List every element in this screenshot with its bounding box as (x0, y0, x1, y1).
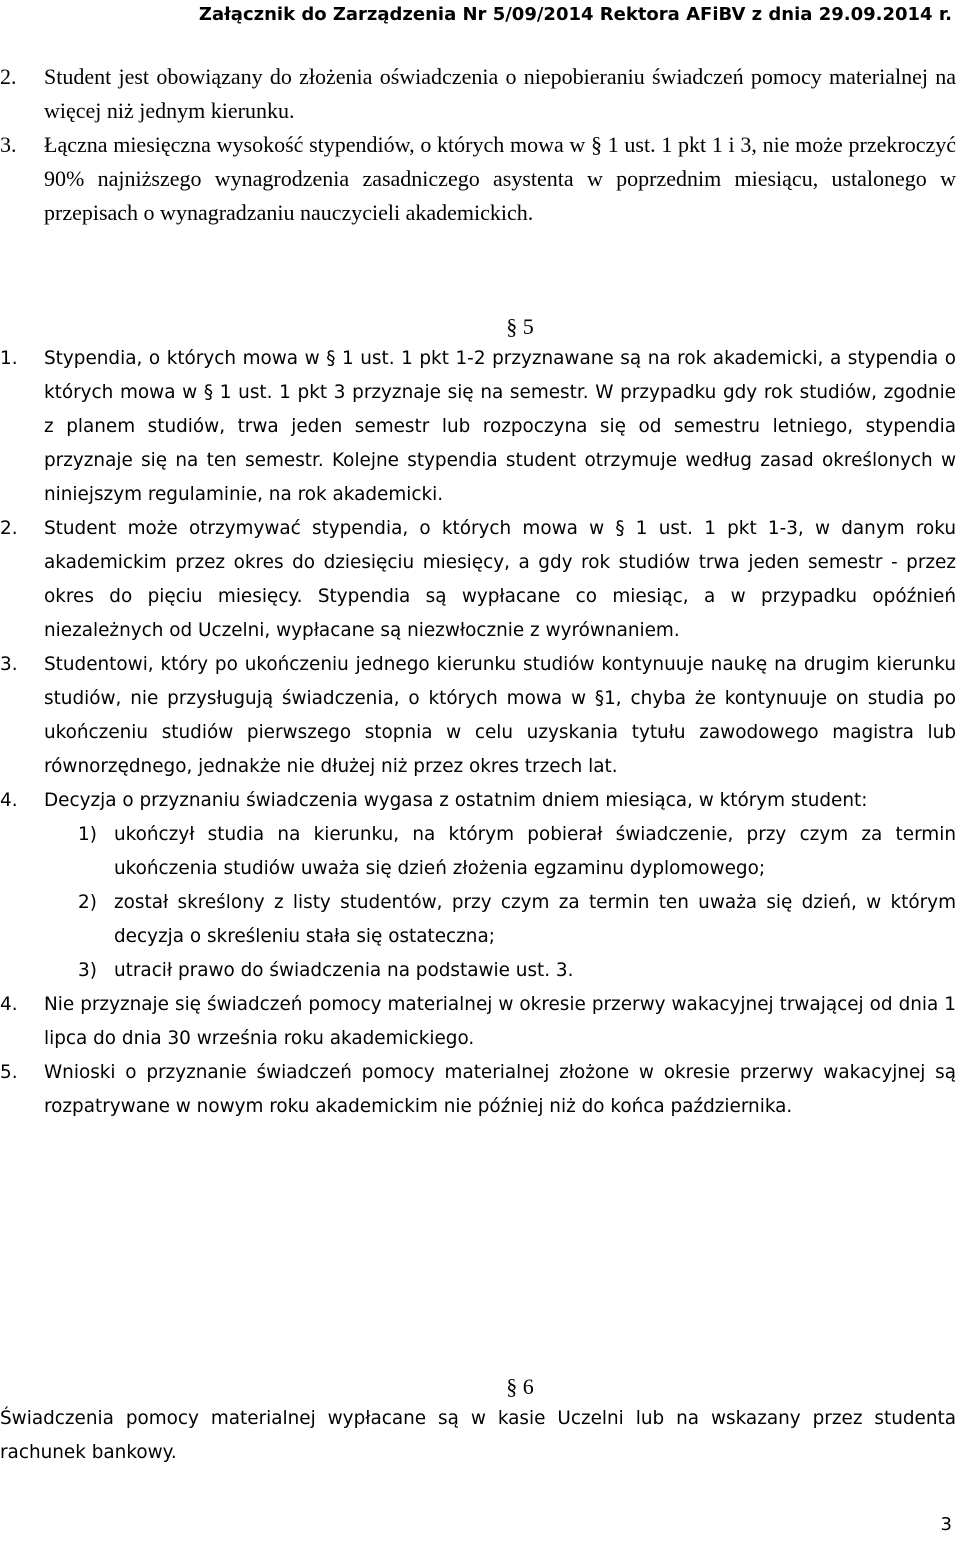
item-number: 2. (0, 518, 18, 539)
item-text: Nie przyznaje się świadczeń pomocy materialnej w okresie przerwy wakacyjnej trwającej od dnia 1 lipca do dnia 30 września roku akademickiego. (44, 994, 956, 1049)
item-number: 3. (0, 132, 17, 157)
list-item (0, 648, 956, 784)
section-6-heading: § 6 (506, 1374, 534, 1399)
list-item (0, 784, 956, 818)
sub-list-item (0, 818, 956, 886)
sub-item-text: został skreślony z listy studentów, przy czym za termin ten uważa się dzień, w którym decyzja o skreśleniu stała się ostateczna; (114, 892, 956, 947)
item-number: 2. (0, 64, 17, 89)
sub-item-number: 1) (78, 824, 97, 845)
item-number: 4. (0, 790, 18, 811)
item-text: Wnioski o przyznanie świadczeń pomocy materialnej złożone w okresie przerwy wakacyjnej są rozpatrywane w nowym roku akademickim nie później niż do końca października. (44, 1062, 956, 1117)
top-paragraphs (0, 60, 956, 230)
section-6-paragraph: Świadczenia pomocy materialnej wypłacane są w kasie Uczelni lub na wskazany przez studenta rachunek bankowy. (0, 1408, 956, 1463)
sub-item-text: utracił prawo do świadczenia na podstawie ust. 3. (114, 960, 574, 981)
page-number: 3 (940, 1514, 952, 1535)
section-5-body (0, 342, 956, 1124)
sub-item-text: ukończył studia na kierunku, na którym pobierał świadczenie, przy czym za termin ukończenia studiów uważa się dzień złożenia egzaminu dyplomowego; (114, 824, 956, 879)
list-item (0, 1056, 956, 1124)
item-number: 3. (0, 654, 18, 675)
list-item (0, 60, 956, 128)
sub-list-item (0, 954, 956, 988)
item-number: 5. (0, 1062, 18, 1083)
item-text: Student może otrzymywać stypendia, o których mowa w § 1 ust. 1 pkt 1-3, w danym roku akademickim przez okres do dziesięciu miesięcy, a gdy rok studiów trwa jeden semestr - przez okres do pięciu miesięcy. Stypendia są wypłacane co miesiąc, a w przypadku opóźnień niezależnych od Uczelni, wypłacane są niezwłocznie z wyrównaniem. (44, 518, 956, 641)
item-text: Studentowi, który po ukończeniu jednego kierunku studiów kontynuuje naukę na drugim kierunku studiów, nie przysługują świadczenia, o których mowa w §1, chyba że kontynuuje on studia po ukończeniu studiów pierwszego stopnia w celu uzyskania tytułu zawodowego magistra lub równorzędnego, jednakże nie dłużej niż przez okres trzech lat. (44, 654, 956, 777)
item-text: Decyzja o przyznaniu świadczenia wygasa z ostatnim dniem miesiąca, w którym student: (44, 790, 868, 811)
item-text: Łączna miesięczna wysokość stypendiów, o których mowa w § 1 ust. 1 pkt 1 i 3, nie może przekroczyć 90% najniższego wynagrodzenia zasadniczego asystenta w poprzednim miesiącu, ustalonego w przepisach o wynagradzaniu nauczycieli akademickich. (44, 132, 956, 225)
list-item (0, 512, 956, 648)
sub-item-number: 2) (78, 892, 97, 913)
sub-item-number: 3) (78, 960, 97, 981)
item-number: 4. (0, 994, 18, 1015)
page-header: Załącznik do Zarządzenia Nr 5/09/2014 Rektora AFiBV z dnia 29.09.2014 r. (198, 4, 952, 25)
list-item (0, 128, 956, 230)
list-item (0, 988, 956, 1056)
sub-list-item (0, 886, 956, 954)
item-text: Stypendia, o których mowa w § 1 ust. 1 pkt 1-2 przyznawane są na rok akademicki, a stypendia o których mowa w § 1 ust. 1 pkt 3 przyznaje się na semestr. W przypadku gdy rok studiów, zgodnie z planem studiów, trwa jeden semestr lub rozpoczyna się od semestru letniego, stypendia przyznaje się na ten semestr. Kolejne stypendia student otrzymuje według zasad określonych w niniejszym regulaminie, na rok akademicki. (44, 348, 956, 505)
list-item (0, 342, 956, 512)
item-number: 1. (0, 348, 18, 369)
item-text: Student jest obowiązany do złożenia oświadczenia o niepobieraniu świadczeń pomocy materialnej na więcej niż jednym kierunku. (44, 64, 956, 123)
section-5-heading: § 5 (506, 314, 534, 339)
